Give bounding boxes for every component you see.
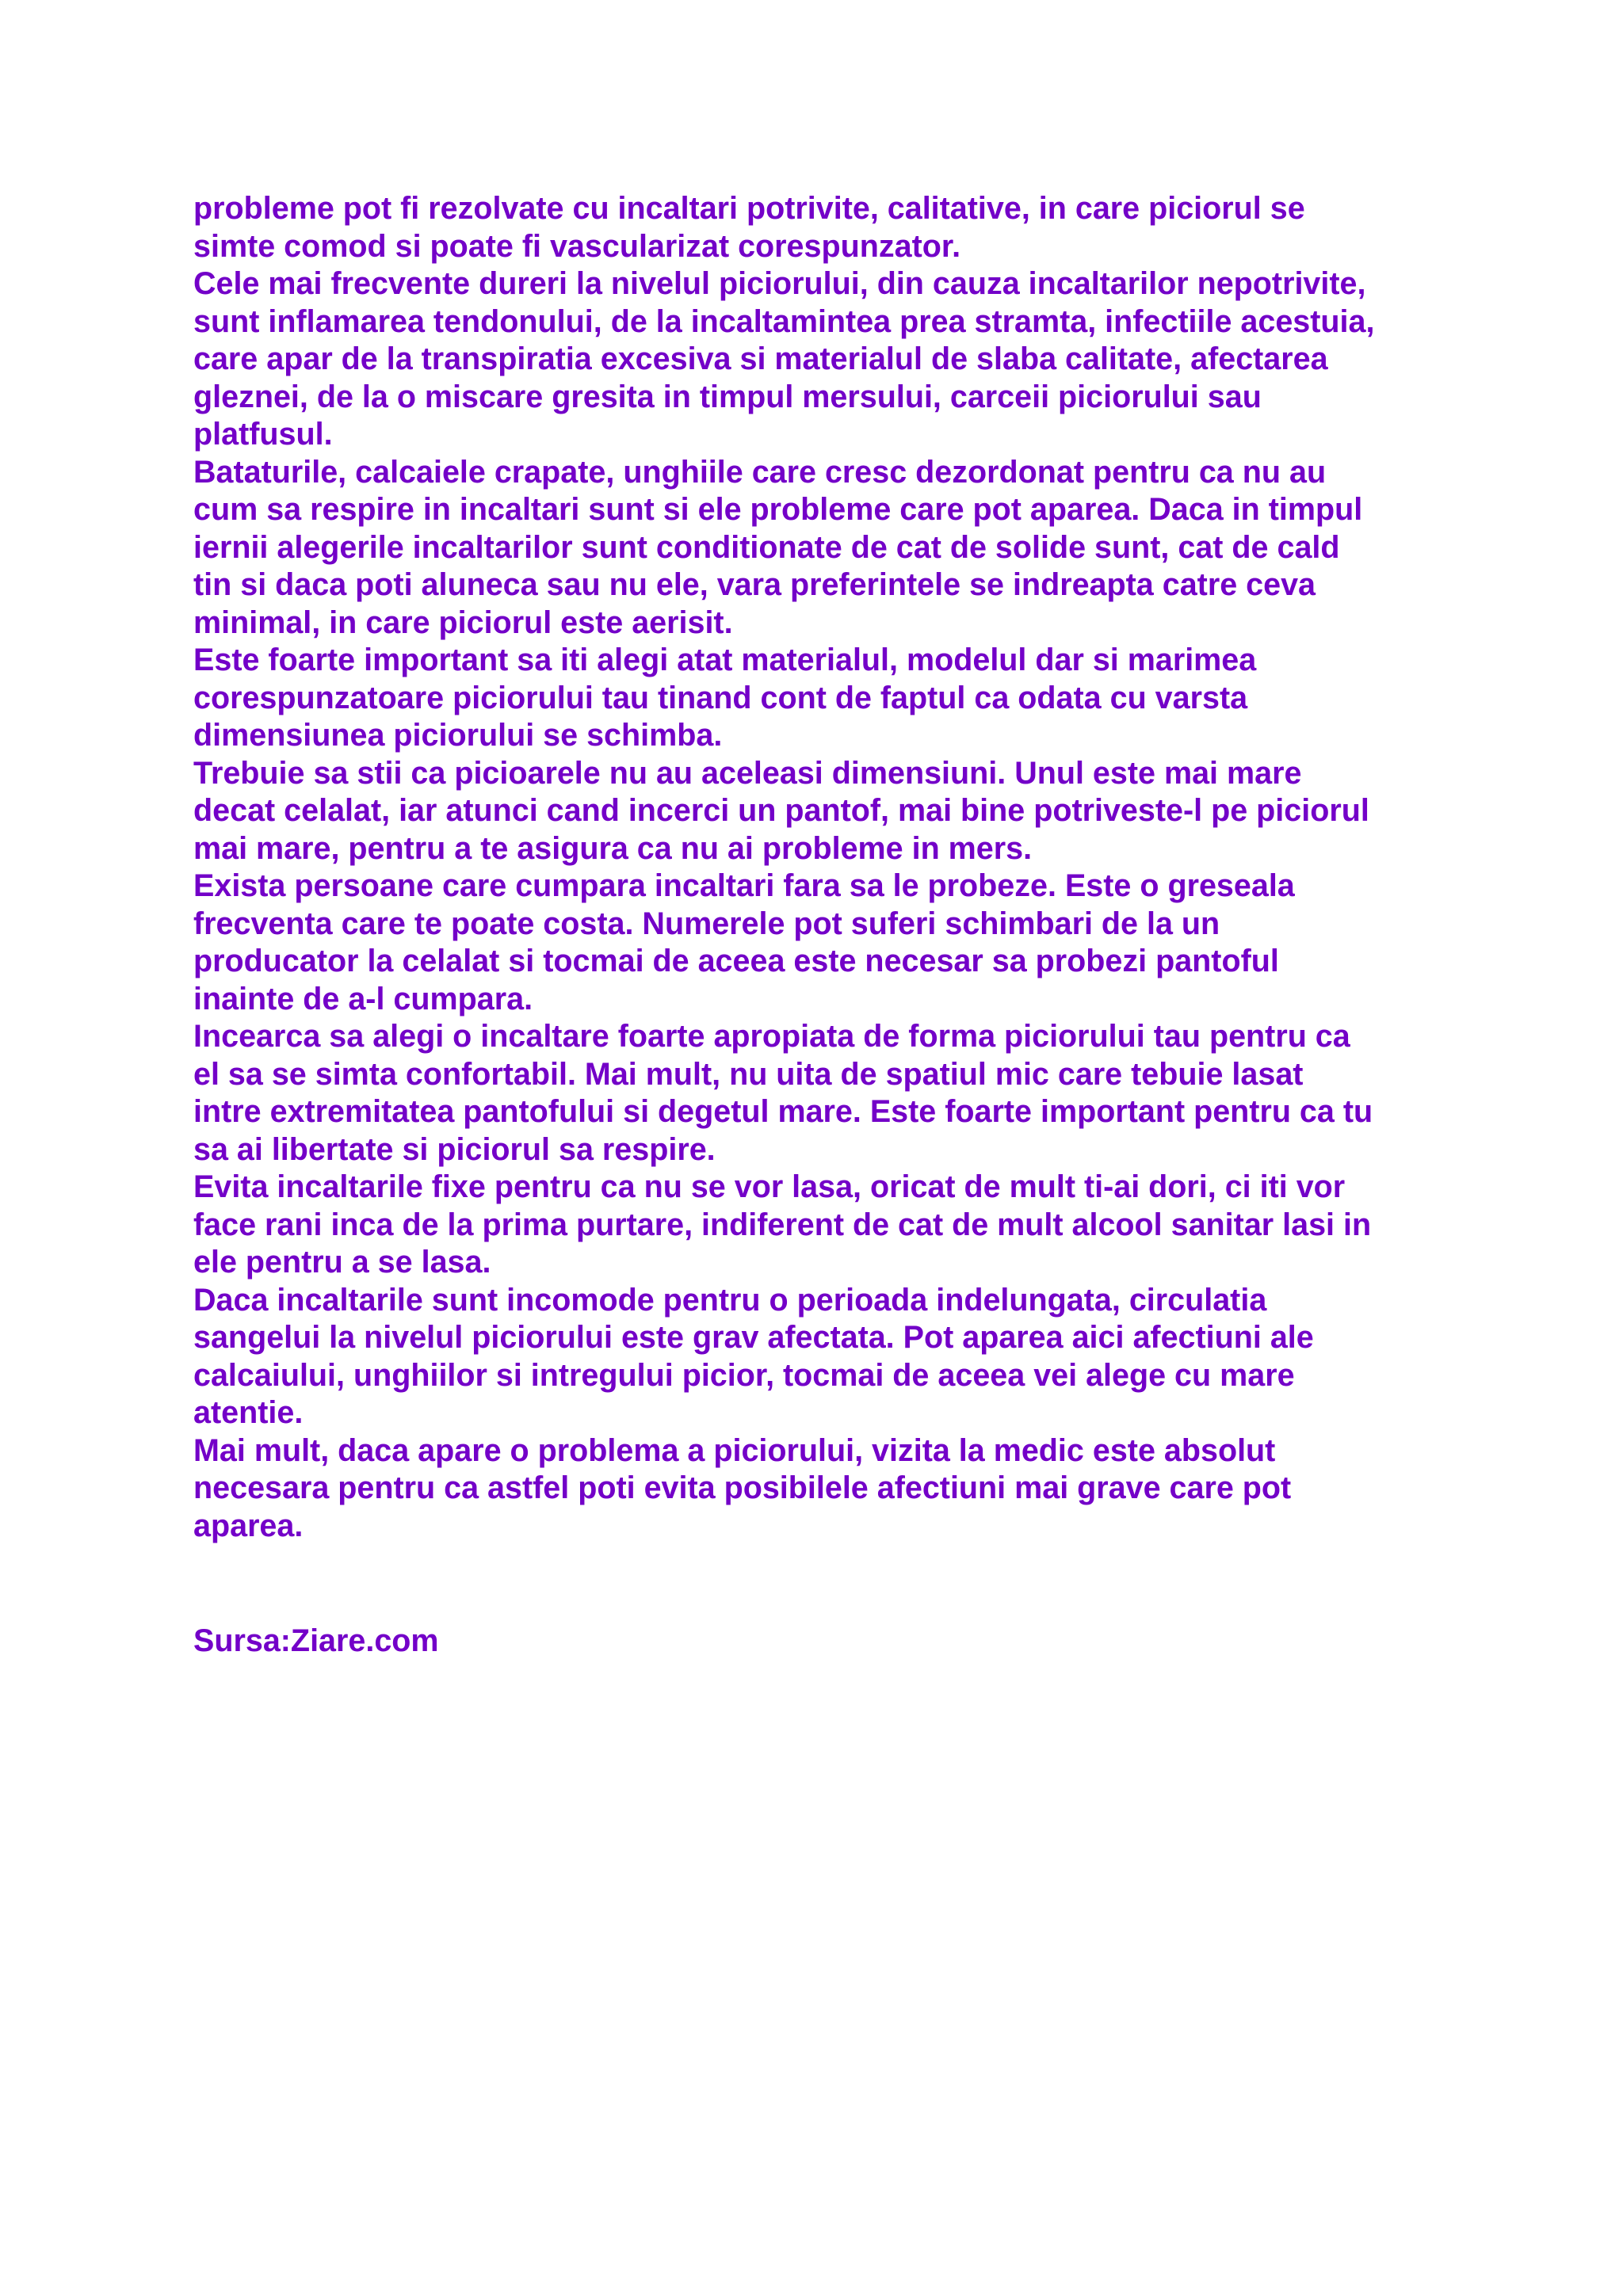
text-line: intre extremitatea pantofului si degetul mare. Este foarte important pentru ca tu [193,1094,1373,1129]
text-line: Incearca sa alegi o incaltare foarte apropiata de forma piciorului tau pentru ca [193,1019,1350,1054]
text-line: mai mare, pentru a te asigura ca nu ai probleme in mers. [193,830,1033,866]
paragraph-1 [193,190,1445,265]
text-line: aparea. [193,1508,304,1543]
text-line: ele pentru a se lasa. [193,1245,491,1280]
paragraph-6 [193,868,1445,1018]
source-credit: Sursa:Ziare.com [193,1623,439,1658]
text-line: gleznei, de la o miscare gresita in timpul mersului, carceii piciorului sau [193,379,1262,414]
paragraph-10 [193,1432,1445,1546]
text-line: Este foarte important sa iti alegi atat materialul, modelul dar si marimea [193,643,1257,677]
text-line: Bataturile, calcaiele crapate, unghiile care cresc dezordonat pentru ca nu au [193,454,1327,490]
text-line: Daca incaltarile sunt incomode pentru o perioada indelungata, circulatia [193,1282,1267,1318]
text-line: producator la celalat si tocmai de aceea este necesar sa probezi pantoful [193,944,1279,978]
text-line: Cele mai frecvente dureri la nivelul piciorului, din cauza incaltarilor nepotrivite, [193,266,1366,301]
text-line: tin si daca poti aluneca sau nu ele, vara preferintele se indreapta catre ceva [193,567,1316,602]
article-body [193,190,1445,1545]
text-line: necesara pentru ca astfel poti evita posibilele afectiuni mai grave care pot [193,1470,1292,1505]
paragraph-8 [193,1169,1445,1282]
paragraph-7 [193,1018,1445,1169]
text-line: probleme pot fi rezolvate cu incaltari potrivite, calitative, in care piciorul se [193,191,1305,226]
text-line: el sa se simta confortabil. Mai mult, nu uita de spatiul mic care tebuie lasat [193,1056,1304,1092]
text-line: Evita incaltarile fixe pentru ca nu se vor lasa, oricat de mult ti-ai dori, ci iti vor [193,1169,1346,1204]
paragraph-4 [193,642,1445,755]
text-line: Exista persoane care cumpara incaltari fara sa le probeze. Este o greseala [193,868,1295,903]
text-line: Mai mult, daca apare o problema a piciorului, vizita la medic este absolut [193,1432,1276,1468]
text-line: iernii alegerile incaltarilor sunt conditionate de cat de solide sunt, cat de cald [193,529,1340,565]
paragraph-9 [193,1282,1445,1432]
text-line: inainte de a-l cumpara. [193,981,533,1016]
text-line: sa ai libertate si piciorul sa respire. [193,1131,716,1167]
paragraph-5 [193,755,1445,868]
text-line: corespunzatoare piciorului tau tinand cont de faptul ca odata cu varsta [193,680,1248,715]
text-line: dimensiunea piciorului se schimba. [193,718,723,753]
text-line: frecventa care te poate costa. Numerele pot suferi schimbari de la un [193,906,1220,941]
text-line: face rani inca de la prima purtare, indiferent de cat de mult alcool sanitar lasi in [193,1207,1372,1242]
paragraph-3 [193,454,1445,643]
text-line: cum sa respire in incaltari sunt si ele probleme care pot aparea. Daca in timpul [193,492,1363,527]
text-line: minimal, in care piciorul este aerisit. [193,605,733,640]
text-line: sunt inflamarea tendonului, de la incaltamintea prea stramta, infectiile acestuia, [193,303,1375,339]
text-line: simte comod si poate fi vascularizat corespunzator. [193,228,961,264]
text-line: Trebuie sa stii ca picioarele nu au aceleasi dimensiuni. Unul este mai mare [193,755,1302,791]
text-line: atentie. [193,1395,304,1430]
text-line: calcaiului, unghiilor si intregului picior, tocmai de aceea vei alege cu mare [193,1357,1295,1393]
text-line: care apar de la transpiratia excesiva si materialul de slaba calitate, afectarea [193,341,1328,376]
text-line: sangelui la nivelul piciorului este grav afectata. Pot aparea aici afectiuni ale [193,1320,1314,1355]
text-line: decat celalat, iar atunci cand incerci un pantof, mai bine potriveste-l pe piciorul [193,793,1369,828]
text-line: platfusul. [193,417,333,452]
paragraph-2 [193,265,1445,454]
